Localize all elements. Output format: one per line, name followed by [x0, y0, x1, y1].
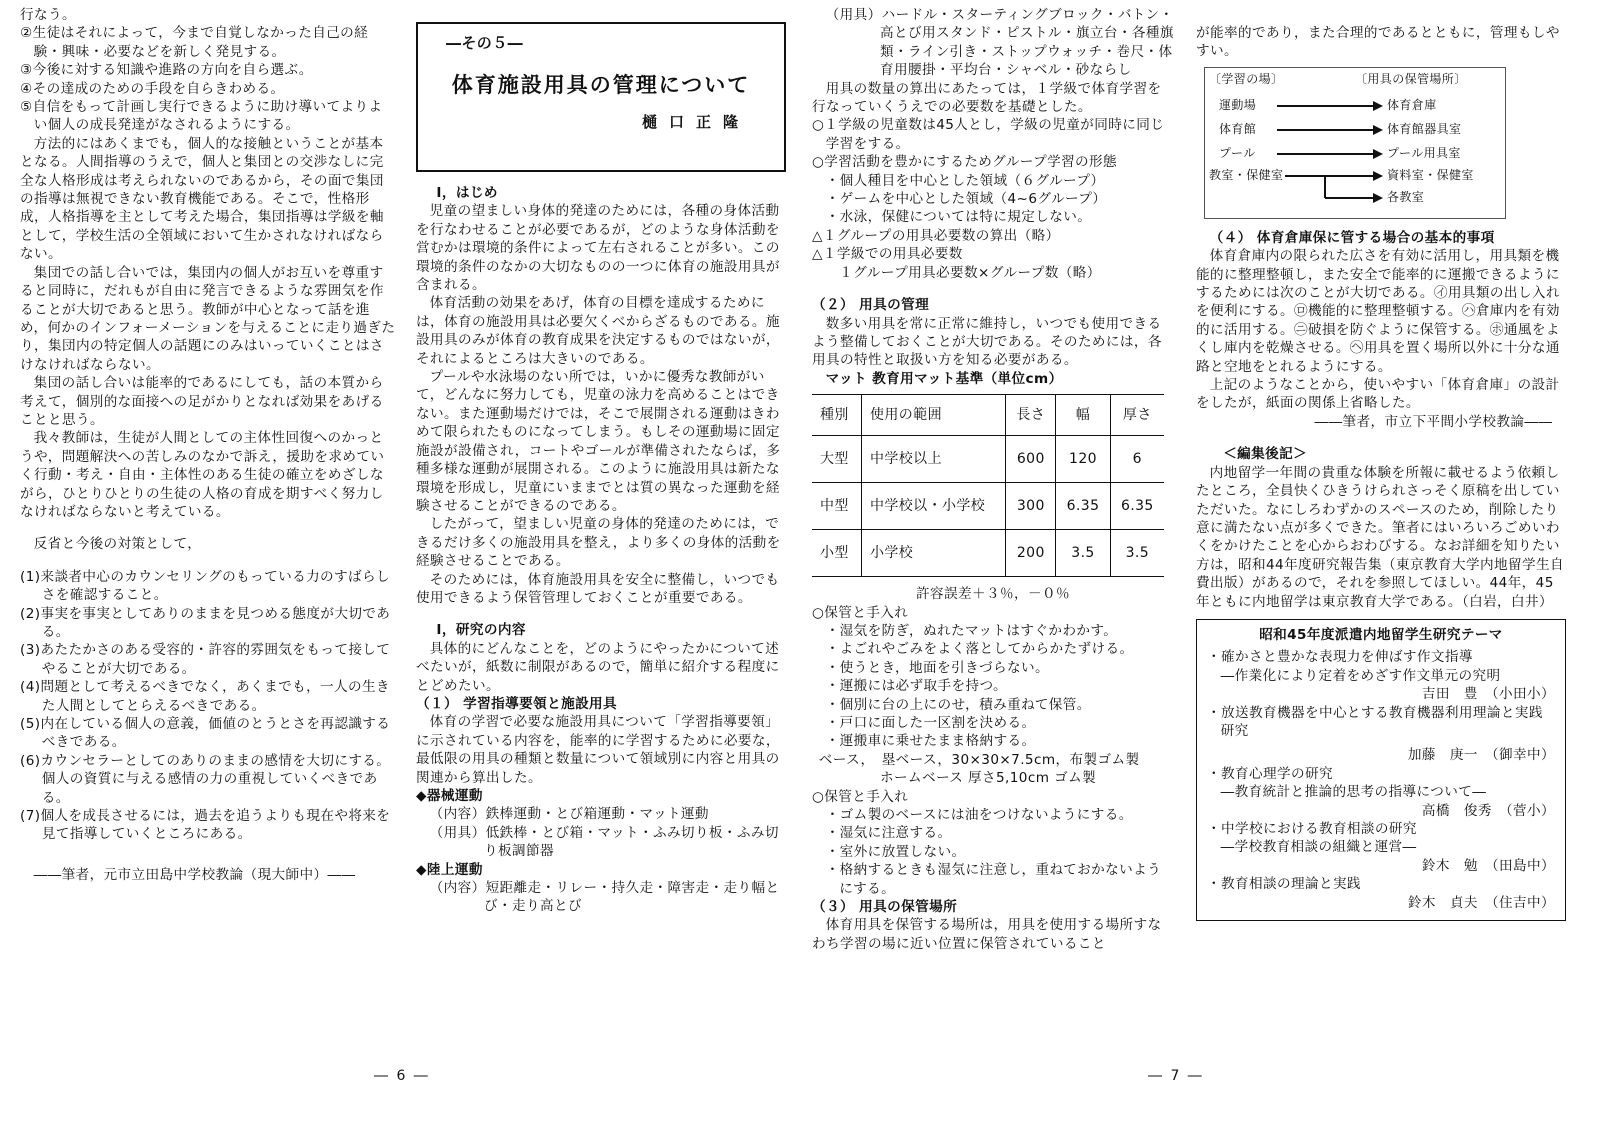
- sketch-label: 資料室・保健室: [1387, 167, 1474, 182]
- theme-author: 加藤 庚一 （御幸中）: [1407, 747, 1555, 764]
- paragraph: 体育の学習で必要な施設用具について「学習指導要領」に示されている内容を，能率的に学習するために必要な，最低限の用具の種類と数量について領域別に内容と用具の関連から算出した。: [416, 714, 780, 786]
- table-cell: 600: [1006, 436, 1056, 483]
- list-item: (5)内在している個人の意義，価値のとうとさを再認識するべきである。: [20, 716, 391, 751]
- theme-title: ・教育相談の理論と実践: [1207, 876, 1361, 893]
- list-item: ○学習活動を豊かにするためグループ学習の形態: [812, 154, 1118, 171]
- list-item: ③今後に対する知識や進路の方向を自ら選ぶ。: [20, 62, 313, 79]
- column-1: [20, 6, 396, 884]
- column-3: [812, 6, 1174, 953]
- table-cell: 3.5: [1110, 530, 1164, 577]
- sketch-label: 体育館器具室: [1387, 121, 1462, 136]
- storage-sketch: [1204, 67, 1506, 219]
- paragraph: 体育倉庫内の限られた広さを有効に活用し，用具類を機能的に整理整頓し，また安全で能率的に運搬できるようにするためには次のことが大切である。㋑用具類の出し入れを便利にする。㋺機能的に整理整頓する。㋩倉庫内を有効的に活用する。㋥破損を防ぐように保管する。㋭通風をよくし庫内を乾燥させる。㋬用具を置く場所以外に十分な通路と空地をとれるようにする。: [1196, 248, 1560, 375]
- table-header: 厚さ: [1110, 395, 1164, 436]
- sketch-right-heading: 〔用具の保管場所〕: [1355, 71, 1467, 86]
- article-title-box: [416, 22, 786, 172]
- list-item: （用具）低鉄棒・とび箱・マット・ふみ切り板・ふみ切り板調節器: [429, 824, 779, 860]
- table-row: [812, 483, 1164, 530]
- theme-author: 鈴木 勉 （田島中）: [1421, 857, 1555, 874]
- theme-subtitle: ―教育統計と推論的思考の指導について―: [1220, 784, 1487, 801]
- theme-title: ・中学校における教育相談の研究: [1207, 821, 1417, 837]
- table-cell: 中学校以・小学校: [861, 483, 1005, 530]
- table-header-row: [812, 395, 1164, 436]
- table-row: [812, 530, 1164, 577]
- table-header: 使用の範囲: [861, 395, 1005, 436]
- list-item: ・運搬車に乗せたまま格納する。: [825, 733, 1036, 750]
- list-item: ②生徒はそれによって，今まで自覚しなかった自己の経験・興味・必要などを新しく発見する。: [20, 25, 369, 60]
- storage-sketch-arrows: [1205, 68, 1505, 218]
- list-item: ⑤自信をもって計画し実行できるように助け導いてよりよい個人の成長発達がなされるようにする。: [20, 99, 383, 134]
- list-item: △１学級での用具必要数: [812, 246, 963, 263]
- research-themes-box: [1196, 619, 1566, 921]
- subsection-heading: （２） 用具の管理: [812, 297, 930, 314]
- page-number-right: ― 7 ―: [1148, 1068, 1204, 1084]
- table-cell: 120: [1056, 436, 1110, 483]
- list-item: （内容）短距離走・リレー・持久走・障害走・走り幅とび・走り高とび: [429, 880, 780, 915]
- paragraph: 用具の数量の算出にあたっては，１学級で体育学習を行なっていくうえでの必要数を基礎とした。: [812, 80, 1162, 116]
- article-title: 体育施設用具の管理について: [451, 73, 751, 98]
- equipment-list: （用具）ハードル・スターティングブロック・バトン・高とび用スタンド・ピストル・旗立台・各種旗類・ライン引き・ストップウォッチ・巻尺・体育用腰掛・平均台・シャベル・砂ならし: [825, 7, 1174, 79]
- paragraph: 方法的にはあくまでも，個人的な接触ということが基本となる。人間指導のうえで，個人と集団との交渉なしに完全な人格形成は考えられないのであるから，その面で集団の指導は無視できない教育機能である。そこで，性格形成，人格指導を主として考えた場合，集団指導は学級を軸として，学校生活の全領域において生かされなければならない。: [20, 135, 384, 263]
- list-item: ・水泳，保健については特に規定しない。: [825, 209, 1092, 226]
- sketch-label: プール: [1219, 145, 1256, 160]
- theme-subtitle: ―作業化により定着をめざす作文単元の究明: [1220, 667, 1501, 684]
- theme-author: 高橋 俊秀 （菅小）: [1421, 802, 1555, 819]
- list-item: （内容）鉄棒運動・とび箱運動・マット運動: [429, 806, 709, 823]
- article-author: 樋口正隆: [641, 112, 750, 131]
- list-item: ・ゴム製のベースには油をつけないようにする。: [825, 807, 1133, 823]
- table-cell: 小型: [812, 530, 861, 577]
- paragraph: そのためには，体育施設用具を安全に整備し，いつでも使用できるよう保管管理しておくことが重要である。: [416, 571, 780, 606]
- list-item: ・ゲームを中心とした領域（4~6グループ）: [825, 191, 1107, 208]
- column-2: [416, 22, 786, 916]
- list-item: (2)事実を事実としてありのままを見つめる態度が大切である。: [20, 605, 391, 640]
- section-heading: Ⅰ，はじめ: [436, 185, 498, 201]
- list-item: ○１学級の児童数は45人とし，学級の児童が同時に同じ学習をする。: [812, 117, 1165, 152]
- list-item: ・格納するときも湿気に注意し，重ねておかないようにする。: [825, 862, 1162, 897]
- mat-standards-table: [812, 394, 1164, 577]
- theme-title: ・教育心理学の研究: [1207, 765, 1333, 782]
- list-item: １グループ用具必要数×グループ数（略）: [839, 264, 1101, 281]
- list-item: (7)個人を成長させるには，過去を追うよりも現在や将来を見て指導していくところにある。: [20, 808, 391, 843]
- table-row: [812, 436, 1164, 483]
- author-signature: ――筆者，元市立田島中学校教論（現大師中）――: [33, 866, 356, 883]
- paragraph: 具体的にどんなことを，どのようにやったかについて述べたいが，紙数に制限があるので，簡単に紹介する程度にとどめたい。: [416, 640, 780, 694]
- paragraph: 体育活動の効果をあげ，体育の目標を達成するためには，体育の施設用具は必要欠くべからざるものである。施設用具のみが体育の教育成果を決定するものではないが，それによるところは大きいのである。: [416, 295, 780, 367]
- author-signature: ――筆者，市立下平間小学校教論――: [1314, 413, 1553, 430]
- list-item: △１グループの用具必要数の算出（略）: [812, 227, 1060, 244]
- list-heading: ○保管と手入れ: [812, 788, 909, 805]
- table-cell: 300: [1006, 483, 1056, 530]
- theme-title: ・確かさと豊かな表現力を伸ばす作文指導: [1207, 649, 1473, 666]
- list-item: ・湿気に注意する。: [825, 825, 952, 842]
- theme-title: ・放送教育機器を中心とする教育機器利用理論と実践研究: [1207, 704, 1543, 739]
- table-cell: 中学校以上: [861, 436, 1005, 483]
- box-title: 昭和45年度派遣内地留学生研究テーマ: [1259, 626, 1503, 643]
- list-item: ・使うとき，地面を引きづらない。: [825, 659, 1049, 676]
- text-line: 行なう。: [20, 7, 76, 23]
- list-item: (3)あたたかさのある受容的・許容的雰囲気をもって接してやることが大切である。: [20, 642, 391, 677]
- list-item: ・個別に台の上にのせ，積み重ねて保管。: [825, 696, 1091, 713]
- paragraph: 集団での話し合いでは，集団内の個人がお互いを尊重すると同時に，だれもが自由に発言できるような雰囲気を作ることが大切であると思う。教師が中心となって話を進め，何かのインフォーメーションを与えることに走り過ぎたり，集団内の特定個人の話題にのみはいっていくことはさけなければならない。: [20, 264, 396, 373]
- paragraph: 上記のようなことから，使いやすい「体育倉庫」の設計をしたが，紙面の関係上省略した。: [1196, 377, 1560, 412]
- sketch-label: 各教室: [1387, 189, 1425, 204]
- tolerance-note: 許容誤差＋３％，－０％: [916, 586, 1070, 603]
- paragraph: 反省と今後の対策として，: [33, 536, 202, 553]
- sketch-label: 運動場: [1219, 97, 1257, 112]
- sketch-label: 体育倉庫: [1387, 97, 1437, 112]
- table-cell: 大型: [812, 436, 861, 483]
- column-4: [1196, 24, 1566, 921]
- table-cell: 6.35: [1056, 483, 1110, 530]
- paragraph: したがって，望ましい児童の身体的発達のためには，できるだけ多くの施設用具を整え，より多くの身体的活動を経験させることである。: [416, 516, 781, 570]
- table-cell: 6: [1110, 436, 1164, 483]
- section-heading: Ⅰ，研究の内容: [436, 622, 526, 639]
- table-header: 長さ: [1006, 395, 1056, 436]
- paragraph: 児童の望ましい身体的発達のためには，各種の身体活動を行なわせることが必要であるが，どのような身体活動を営むかは環境的条件によって左右されることが多い。この環境的条件のなかの大切なものの一つに体育の施設用具が含まれる。: [416, 203, 780, 294]
- table-cell: 小学校: [861, 530, 1005, 577]
- list-item: (4)問題として考えるべきでなく，あくまでも，一人の生きた人間としてとらえるべきである。: [20, 679, 391, 714]
- paragraph: 体育用具を保管する場所は，用具を使用する場所すなわち学習の場に近い位置に保管されていること: [812, 917, 1162, 952]
- list-item: ④その達成のための手段を自らきわめる。: [20, 80, 285, 97]
- base-spec: ベース， 塁ベース，30×30×7.5cm，布製ゴム製: [818, 751, 1140, 768]
- list-item: ・個人種目を中心とした領域（６グループ）: [825, 172, 1105, 189]
- page-number-left: ― 6 ―: [374, 1068, 430, 1084]
- subsection-heading: （１） 学習指導要領と施設用具: [416, 695, 618, 712]
- table-cell: 3.5: [1056, 530, 1110, 577]
- paragraph: 我々教師は，生徒が人間としての主体性回復へのかっとうや，問題解決への苦しみのなかで訴え，援助を求めていく行動・考え・自由・主体性のある生徒の確立をめざしながら，ひとりひとりの生徒の人格の育成を期すべく努力しなければならないと考えている。: [20, 430, 385, 520]
- list-item: (1)来談者中心のカウンセリングのもっている力のすばらしさを確認すること。: [20, 568, 391, 604]
- theme-subtitle: ―学校教育相談の組織と運営―: [1220, 839, 1417, 856]
- subsection-heading: （３） 用具の保管場所: [812, 899, 958, 916]
- sketch-label: 体育館: [1219, 121, 1257, 136]
- category-heading: ◆陸上運動: [416, 861, 483, 878]
- paragraph: 数多い用具を常に正常に維持し，いつでも使用できるよう整備しておくことが大切である。そのためには，各用具の特性と取扱い方を知る必要がある。: [812, 315, 1162, 369]
- section-heading: ＜編集後記＞: [1223, 446, 1308, 463]
- list-item: ・戸口に面した一区割を決める。: [825, 714, 1036, 731]
- paragraph: が能率的であり，また合理的であるとともに，管理もしやすい。: [1196, 25, 1560, 60]
- list-item: ・湿気を防ぎ，ぬれたマットはすぐかわかす。: [825, 622, 1118, 639]
- table-title: マット 教育用マット基準（単位cm）: [825, 370, 1063, 387]
- list-item: ・室外に放置しない。: [825, 843, 966, 860]
- theme-author: 吉田 豊 （小田小）: [1421, 686, 1555, 703]
- sketch-label: プール用具室: [1387, 145, 1461, 160]
- sketch-left-heading: 〔学習の場〕: [1209, 71, 1284, 86]
- table-cell: 200: [1006, 530, 1056, 577]
- list-item: ・よごれやごみをよく落としてからかたずける。: [825, 641, 1134, 658]
- list-heading: ○保管と手入れ: [812, 604, 909, 621]
- theme-author: 鈴木 貞夫 （住吉中）: [1407, 894, 1555, 911]
- base-spec: ホームベース 厚さ5,10cm ゴム製: [880, 770, 1097, 787]
- paragraph: 集団の話し合いは能率的であるにしても，話の本質から考えて，個別的な面接への足がかりとなれば効果をあげることと思う。: [20, 375, 384, 428]
- series-label: ―その５―: [446, 34, 524, 52]
- subsection-heading: （４） 体育倉庫保に管する場合の基本的事項: [1209, 229, 1495, 246]
- paragraph: プールや水泳場のない所では，いかに優秀な教師がいて，どんなに努力しても，児童の泳力を高めることはできない。また運動場だけでは，そこで展開される運動はきわめて限られたものになってしまう。もしその運動場に固定施設が設備され，コートやゴールが準備されたならば，多種多様な運動が展開される。このように施設用具は新たな環境を形成し，児童にいままでとは質の異なった運動を経験させることができるのである。: [416, 369, 781, 514]
- category-heading: ◆器械運動: [416, 788, 483, 804]
- paragraph: 内地留学一年間の貴重な体験を所報に載せるよう依頼したところ，全員快くひきうけられさっそく原稿を出していただいた。なにしろわずかのスペースのため，削除したり意に満たない点が多くできた。筆者にはいろいろごめいわくをかけたことを心からおわびする。なお詳細を知りたい方は，昭和44年度研究報告集（東京教育大学内地留学生自費出版）があるので，それを参照してほしい。44年，45年ともに内地留学は東京教育大学である。（白岩，白井）: [1196, 464, 1564, 610]
- sketch-label: 教室・保健室: [1209, 167, 1284, 182]
- table-cell: 6.35: [1110, 483, 1164, 530]
- table-cell: 中型: [812, 483, 861, 530]
- table-header: 幅: [1056, 395, 1110, 436]
- list-item: ・運搬には必ず取手を持つ。: [825, 678, 1007, 695]
- list-item: (6)カウンセラーとしてのありのままの感情を大切にする。個人の資質に与える感情の力の重視していくべきである。: [20, 752, 391, 806]
- table-header: 種別: [812, 395, 861, 436]
